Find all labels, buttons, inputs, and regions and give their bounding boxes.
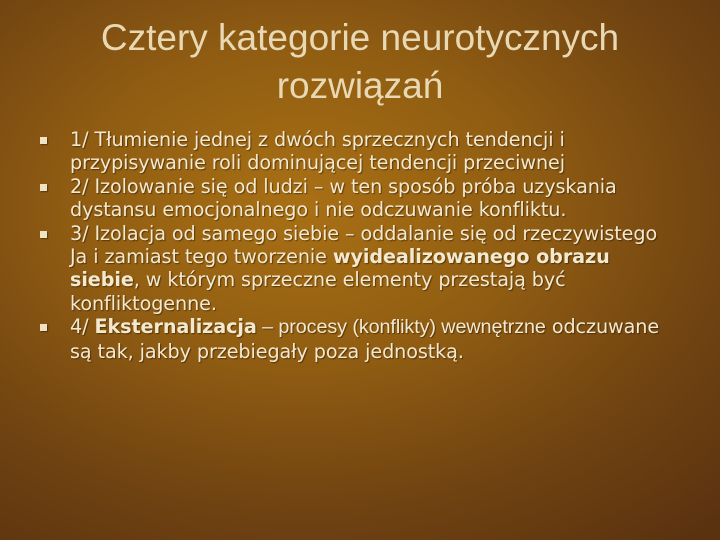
bullet-item-3-emphasis: wyidealizowanego obrazu siebie [70,245,610,292]
square-bullet-icon [40,231,47,238]
bullet-item-2-text: 2/ Izolowanie się od ludzi – w ten sposób próba uzyskania dystansu emocjonalnego i nie odczuwanie konfliktu. [70,174,617,222]
square-bullet-icon [40,324,47,331]
bullet-item-3-text-start: 3/ Izolacja od samego siebie – oddalanie się od rzeczywistego Ja i zamiast tego tworzenie [70,221,658,269]
bullet-item-1-text: 1/ Tłumienie jednej z dwóch sprzecznych tendencji i przypisywanie roli dominującej tendencji przeciwnej [70,128,565,175]
bullet-list [40,128,680,363]
bullet-item-4-text-end: odczuwane są tak, jakby przebiegały poza jednostką. [70,315,660,363]
title-line-1: Cztery kategorie neurotycznych [100,17,620,58]
square-bullet-icon [40,184,47,191]
bullet-item-4-text-middle: – procesy (konflikty) wewnętrzne [256,316,546,339]
bullet-item-4-text-start: 4/ [70,315,95,339]
bullet-item-3 [40,222,680,316]
slide-title [40,14,680,110]
bullet-item-4 [40,315,680,363]
title-line-2: rozwiązań [276,65,444,106]
bullet-item-3-text-end: , w którym sprzeczne elementy przestają być konfliktogenne. [70,268,566,315]
bullet-item-4-emphasis: Eksternalizacja [94,315,257,339]
bullet-item-1 [40,128,680,175]
square-bullet-icon [40,137,47,144]
bullet-item-2 [40,175,680,222]
